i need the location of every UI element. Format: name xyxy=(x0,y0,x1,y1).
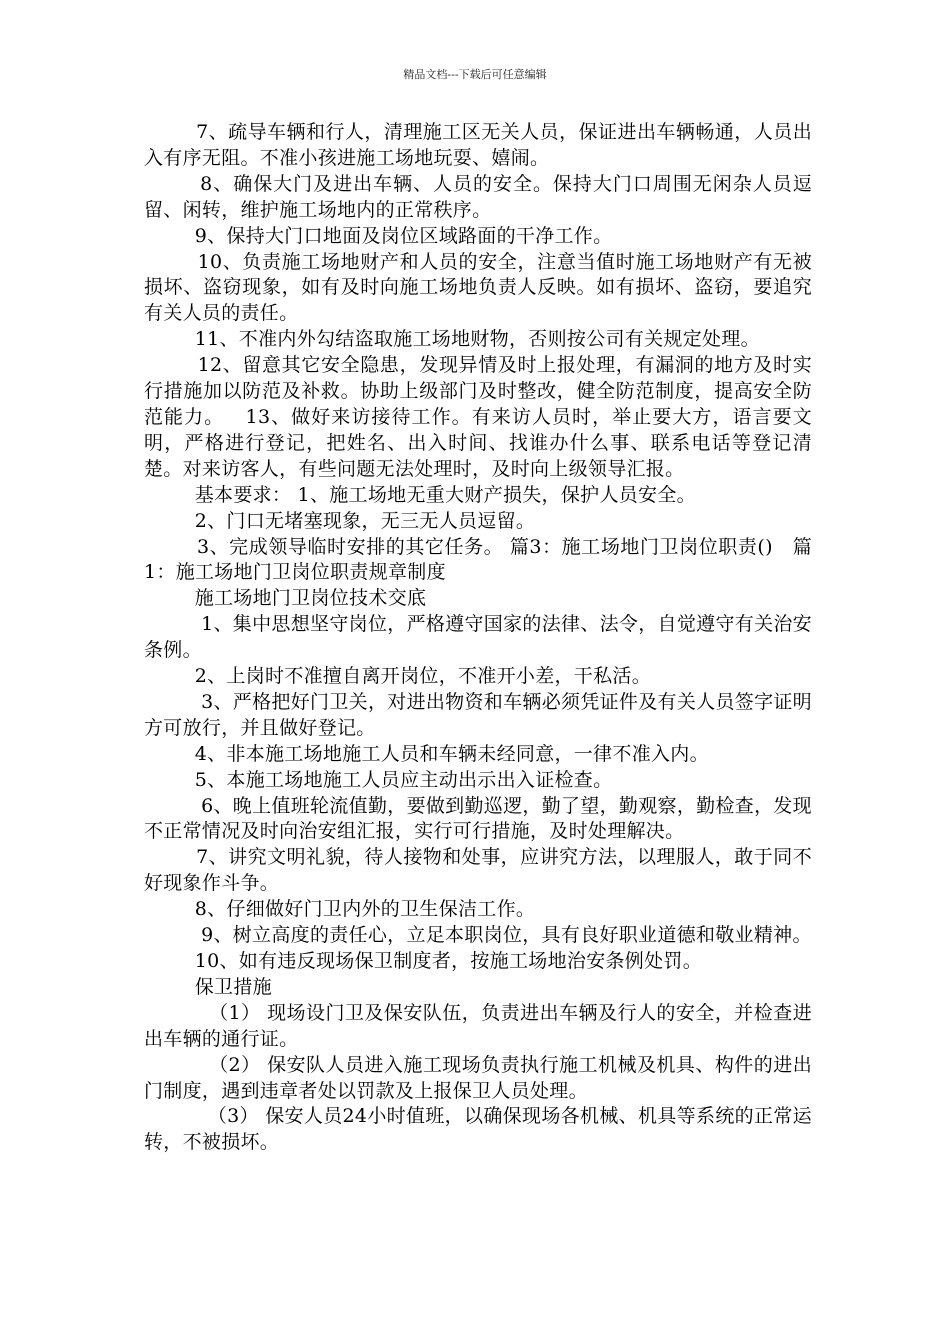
paragraph: 2、门口无堵塞现象，无三无人员逗留。 xyxy=(144,509,536,532)
paragraph: 7、疏导车辆和行人，清理施工区无关人员，保证进出车辆畅通，人员出入有序无阻。不准小孩进施工场地玩耍、嬉闹。 xyxy=(144,121,812,169)
paragraph: 5、本施工场地施工人员应主动出示出入证检查。 xyxy=(144,768,613,791)
paragraph: （2） 保安队人员进入施工现场负责执行施工机械及机具、构件的进出门制度，遇到违章者处以罚款及上报保卫人员处理。 xyxy=(144,1053,812,1102)
paragraph: （3） 保安人员24小时值班，以确保现场各机械、机具等系统的正常运转，不被损坏。 xyxy=(144,1105,812,1154)
paragraph: 11、不准内外勾结盗取施工场地财物，否则按公司有关规定处理。 xyxy=(144,328,760,351)
paragraph: 10、负责施工场地财产和人员的安全，注意当值时施工场地财产有无被损坏、盗窃现象，如有及时向施工场地负责人反映。如有损坏、盗窃，要追究有关人员的责任。 xyxy=(144,250,812,325)
document-body xyxy=(144,120,812,1156)
paragraph: 基本要求： 1、施工场地无重大财产损失，保护人员安全。 xyxy=(144,483,696,506)
paragraph: 10、如有违反现场保卫制度者，按施工场地治安条例处罚。 xyxy=(144,950,702,972)
paragraph: 1、集中思想坚守岗位，严格遵守国家的法律、法令，自觉遵守有关治安条例。 xyxy=(144,613,812,662)
paragraph: 9、保持大门口地面及岗位区域路面的干净工作。 xyxy=(144,224,613,247)
paragraph: 7、讲究文明礼貌，待人接物和处事，应讲究方法，以理服人，敢于同不好现象作斗争。 xyxy=(144,846,812,895)
paragraph: 8、仔细做好门卫内外的卫生保洁工作。 xyxy=(144,898,536,921)
paragraph: 3、严格把好门卫关，对进出物资和车辆必须凭证件及有关人员签字证明方可放行，并且做好登记。 xyxy=(144,690,812,739)
paragraph: 9、树立高度的责任心，立足本职岗位，具有良好职业道德和敬业精神。 xyxy=(144,924,812,947)
paragraph: 3、完成领导临时安排的其它任务。 篇3：施工场地门卫岗位职责() 篇1：施工场地门卫岗位职责规章制度 xyxy=(144,535,813,584)
paragraph: 6、晚上值班轮流值勤，要做到勤巡逻，勤了望，勤观察，勤检查，发现不正常情况及时向治安组汇报，实行可行措施，及时处理解决。 xyxy=(144,794,812,843)
page-header: 精品文档---下载后可任意编辑 xyxy=(403,68,547,81)
paragraph: 2、上岗时不准擅自离开岗位，不准开小差，干私活。 xyxy=(144,665,652,688)
paragraph: 8、确保大门及进出车辆、人员的安全。保持大门口周围无闲杂人员逗留、闲转，维护施工场地内的正常秩序。 xyxy=(144,172,813,221)
paragraph: （1） 现场设门卫及保安队伍，负责进出车辆及行人的安全，并检查进出车辆的通行证。 xyxy=(144,1001,812,1050)
paragraph: 施工场地门卫岗位技术交底 xyxy=(144,587,427,610)
section-heading: 保卫措施 xyxy=(144,975,272,998)
paragraph: 4、非本施工场地施工人员和车辆未经同意，一律不准入内。 xyxy=(144,742,709,765)
paragraph: 12、留意其它安全隐患，发现异情及时上报处理，有漏洞的地方及时实行措施加以防范及补救。协助上级部门及时整改，健全防范制度，提高安全防范能力。 13、做好来访接待工作。有来访人员时，举止要大方，语言要文明，严格进行登记，把姓名、出入时间、找谁办什么事、联系电话等登记清楚。对来访客人，有些问题无法处理时，及时向上级领导汇报。 xyxy=(144,354,812,480)
